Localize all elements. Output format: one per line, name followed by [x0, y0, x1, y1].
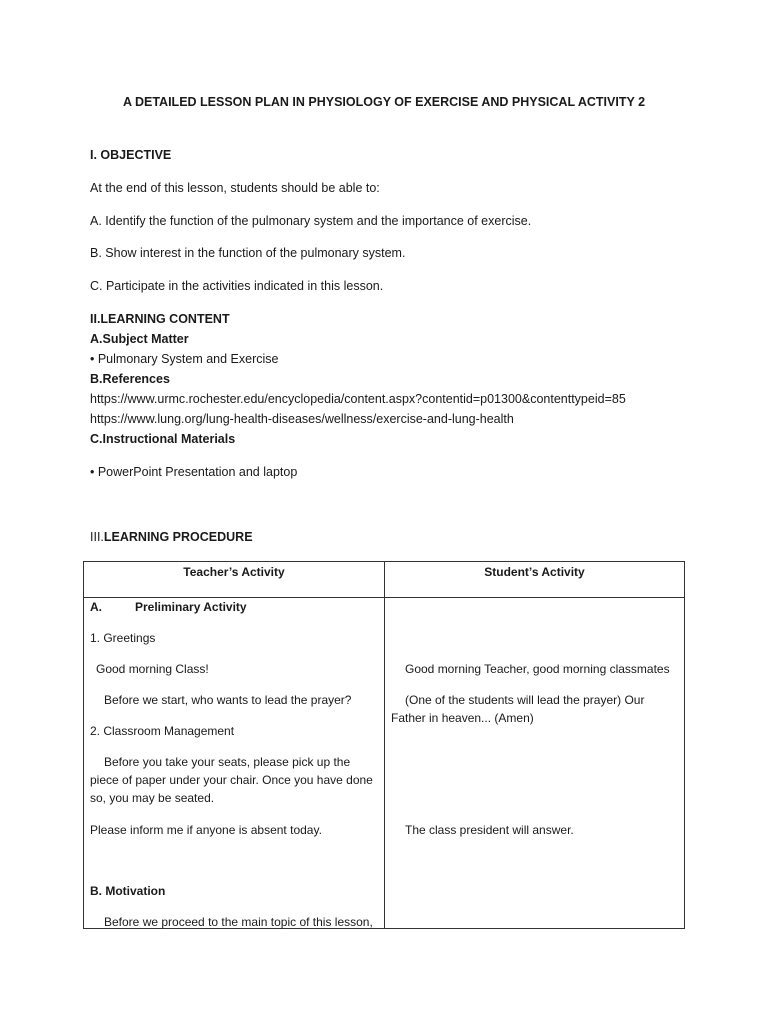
management-label: 2. Classroom Management — [90, 724, 235, 738]
objective-item-c: C. Participate in the activities indicated in this lesson. — [90, 279, 384, 293]
prelim-title: Preliminary Activity — [135, 600, 247, 614]
motivation-heading: B. Motivation — [90, 884, 166, 898]
student-activity-cell — [385, 598, 685, 929]
subject-matter-heading: A.Subject Matter — [90, 332, 189, 346]
student-prayer-reply: (One of the students will lead the prayer) Our Father in heaven... (Amen) — [391, 693, 645, 725]
teacher-prayer-line: Before we start, who wants to lead the prayer? — [104, 693, 352, 707]
objective-item-b: B. Show interest in the function of the pulmonary system. — [90, 246, 406, 260]
reference-link-2[interactable]: https://www.lung.org/lung-health-diseases/wellness/exercise-and-lung-health — [90, 412, 514, 426]
table-header-row — [84, 562, 685, 598]
prelim-letter: A. — [90, 600, 102, 614]
procedure-heading-text: LEARNING PROCEDURE — [103, 530, 253, 544]
objective-item-a: A. Identify the function of the pulmonary system and the importance of exercise. — [90, 214, 532, 228]
learning-content-heading: II.LEARNING CONTENT — [90, 312, 230, 326]
teacher-activity-cell — [84, 598, 385, 929]
materials-heading: C.Instructional Materials — [90, 432, 236, 446]
procedure-table — [83, 561, 685, 929]
materials-item: • PowerPoint Presentation and laptop — [90, 465, 298, 479]
procedure-heading — [90, 530, 253, 544]
student-greet-reply: Good morning Teacher, good morning classmates — [405, 662, 670, 676]
teacher-proceed-line: Before we proceed to the main topic of this lesson, — [104, 915, 373, 929]
procedure-heading-prefix: III. — [90, 530, 104, 544]
teacher-absent-line: Please inform me if anyone is absent today. — [90, 823, 322, 837]
greetings-label: 1. Greetings — [90, 631, 156, 645]
references-heading: B.References — [90, 372, 170, 386]
objective-heading: I. OBJECTIVE — [90, 148, 172, 162]
objective-intro: At the end of this lesson, students should be able to: — [90, 181, 380, 195]
teacher-seats-line: Before you take your seats, please pick up the piece of paper under your chair. Once you have done so, you may be seated. — [90, 755, 373, 805]
teacher-greet-line: Good morning Class! — [96, 662, 209, 676]
student-absent-reply: The class president will answer. — [405, 823, 574, 837]
reference-link-1[interactable]: https://www.urmc.rochester.edu/encyclopedia/content.aspx?contentid=p01300&contenttypeid=85 — [90, 392, 626, 406]
document-title: A DETAILED LESSON PLAN IN PHYSIOLOGY OF EXERCISE AND PHYSICAL ACTIVITY 2 — [122, 95, 646, 109]
teacher-column-header: Teacher’s Activity — [84, 562, 385, 598]
table-row — [84, 598, 685, 929]
subject-matter-item: • Pulmonary System and Exercise — [90, 352, 279, 366]
student-column-header: Student’s Activity — [385, 562, 685, 598]
